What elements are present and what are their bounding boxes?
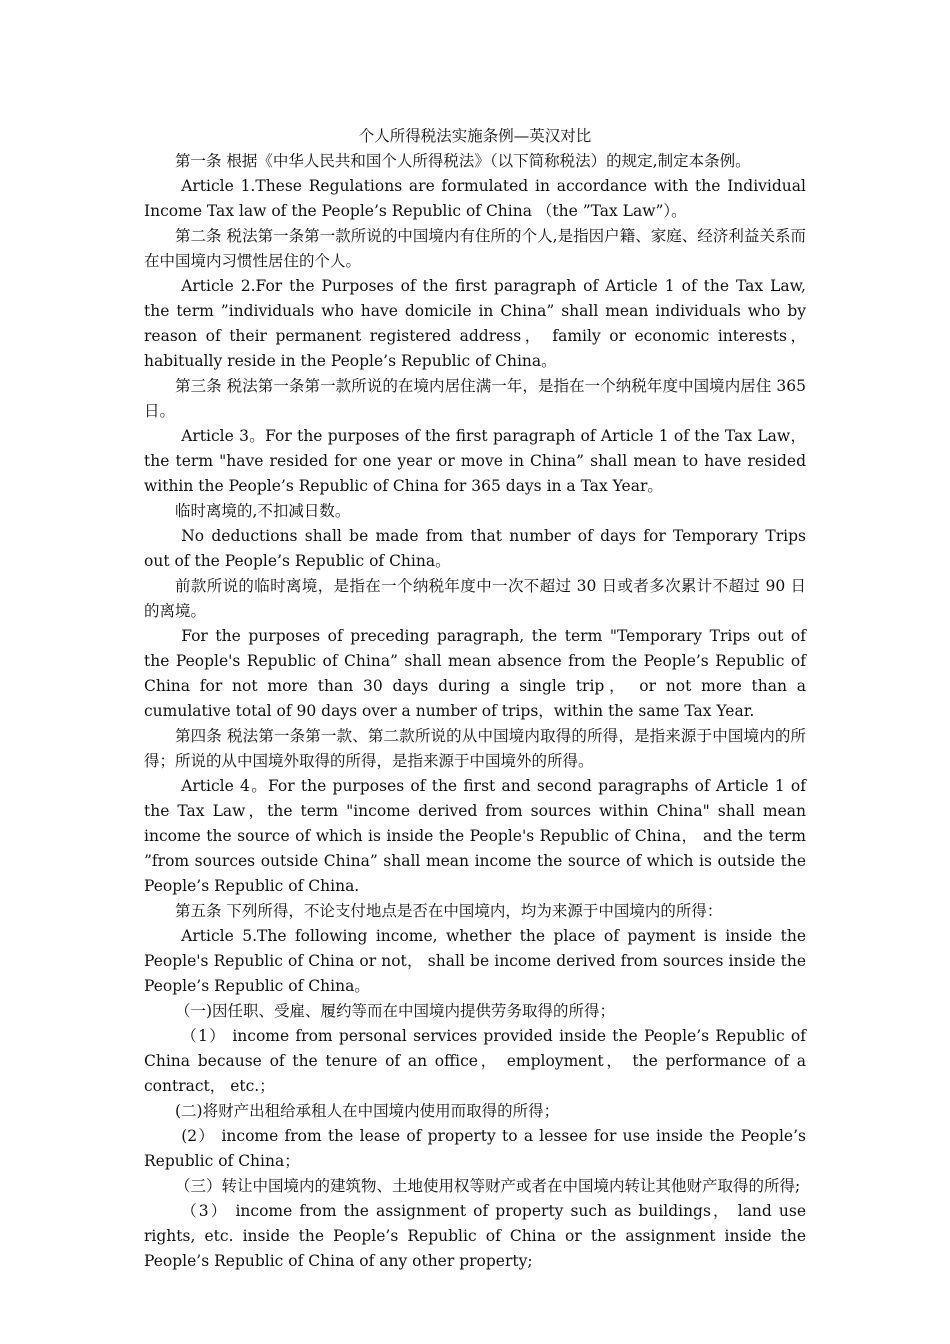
paragraph-temporary-definition-en: For the purposes of preceding paragraph, the term "Temporary Trips out of the People's Republic of China” shall mean absence from the People’s Republic of China for not more than 30 days during a single trip， or not more than a cumulative total of 90 days over a number of trips，within the same Tax Year.: [144, 627, 806, 720]
paragraph-temporary-trips-zh: 临时离境的,不扣减日数。: [175, 502, 351, 520]
paragraph-item-1-zh: （一)因任职、受雇、履约等而在中国境内提供劳务取得的所得；: [175, 1002, 616, 1020]
paragraph-item-3-zh: （三）转让中国境内的建筑物、土地使用权等财产或者在中国境内转让其他财产取得的所得;: [175, 1177, 801, 1195]
paragraph-article-2-zh: 第二条 税法第一条第一款所说的中国境内有住所的个人,是指因户籍、家庭、经济利益关系而在中国境内习惯性居住的个人。: [144, 227, 806, 270]
paragraph-article-5-en: Article 5.The following income, whether the place of payment is inside the People's Republic of China or not， shall be income derived from sources inside the People’s Republic of China。: [144, 927, 806, 995]
paragraph-article-2-en: Article 2.For the Purposes of the first paragraph of Article 1 of the Tax Law, the term ”individuals who have domicile in China” shall mean individuals who by reason of their permanent registered address， family or economic interests， habitually reside in the People’s Republic of China。: [144, 277, 806, 370]
paragraph-item-2-zh: (二)将财产出租给承租人在中国境内使用而取得的所得；: [175, 1102, 560, 1120]
document-body: [144, 124, 806, 1274]
paragraph-temporary-definition-zh: 前款所说的临时离境，是指在一个纳税年度中一次不超过 30 日或者多次累计不超过 90 日的离境。: [144, 577, 806, 620]
paragraph-item-3-en: （3） income from the assignment of property such as buildings， land use rights, etc. inside the People’s Republic of China or the assignment inside the People’s Republic of China of any other property;: [144, 1202, 806, 1270]
paragraph-article-4-en: Article 4。For the purposes of the first and second paragraphs of Article 1 of the Tax Law，the term "income derived from sources within China" shall mean income the source of which is inside the People's Republic of China， and the term ”from sources outside China” shall mean income the source of which is outside the People’s Republic of China.: [144, 777, 806, 895]
paragraph-article-4-zh: 第四条 税法第一条第一款、第二款所说的从中国境内取得的所得，是指来源于中国境内的所得；所说的从中国境外取得的所得，是指来源于中国境外的所得。: [144, 727, 806, 770]
paragraph-article-1-zh: 第一条 根据《中华人民共和国个人所得税法》（以下简称税法）的规定,制定本条例。: [175, 152, 751, 170]
document-title: 个人所得税法实施条例—英汉对比: [358, 127, 592, 145]
paragraph-article-3-en: Article 3。For the purposes of the first paragraph of Article 1 of the Tax Law， the term "have resided for one year or move in China” shall mean to have resided within the People’s Republic of China for 365 days in a Tax Year。: [144, 427, 806, 495]
paragraph-article-1-en: Article 1.These Regulations are formulated in accordance with the Individual Income Tax law of the People’s Republic of China （the ”Tax Law”）。: [144, 177, 806, 220]
paragraph-article-5-zh: 第五条 下列所得，不论支付地点是否在中国境内，均为来源于中国境内的所得：: [175, 902, 723, 920]
paragraph-article-3-zh: 第三条 税法第一条第一款所说的在境内居住满一年，是指在一个纳税年度中国境内居住 365 日。: [144, 377, 806, 420]
paragraph-temporary-trips-en: No deductions shall be made from that number of days for Temporary Trips out of the People’s Republic of China。: [144, 527, 806, 570]
paragraph-item-1-en: （1） income from personal services provided inside the People’s Republic of China because of the tenure of an office， employment， the performance of a contract， etc.；: [144, 1027, 806, 1095]
paragraph-item-2-en: (2） income from the lease of property to a lessee for use inside the People’s Republic of China；: [144, 1127, 806, 1170]
